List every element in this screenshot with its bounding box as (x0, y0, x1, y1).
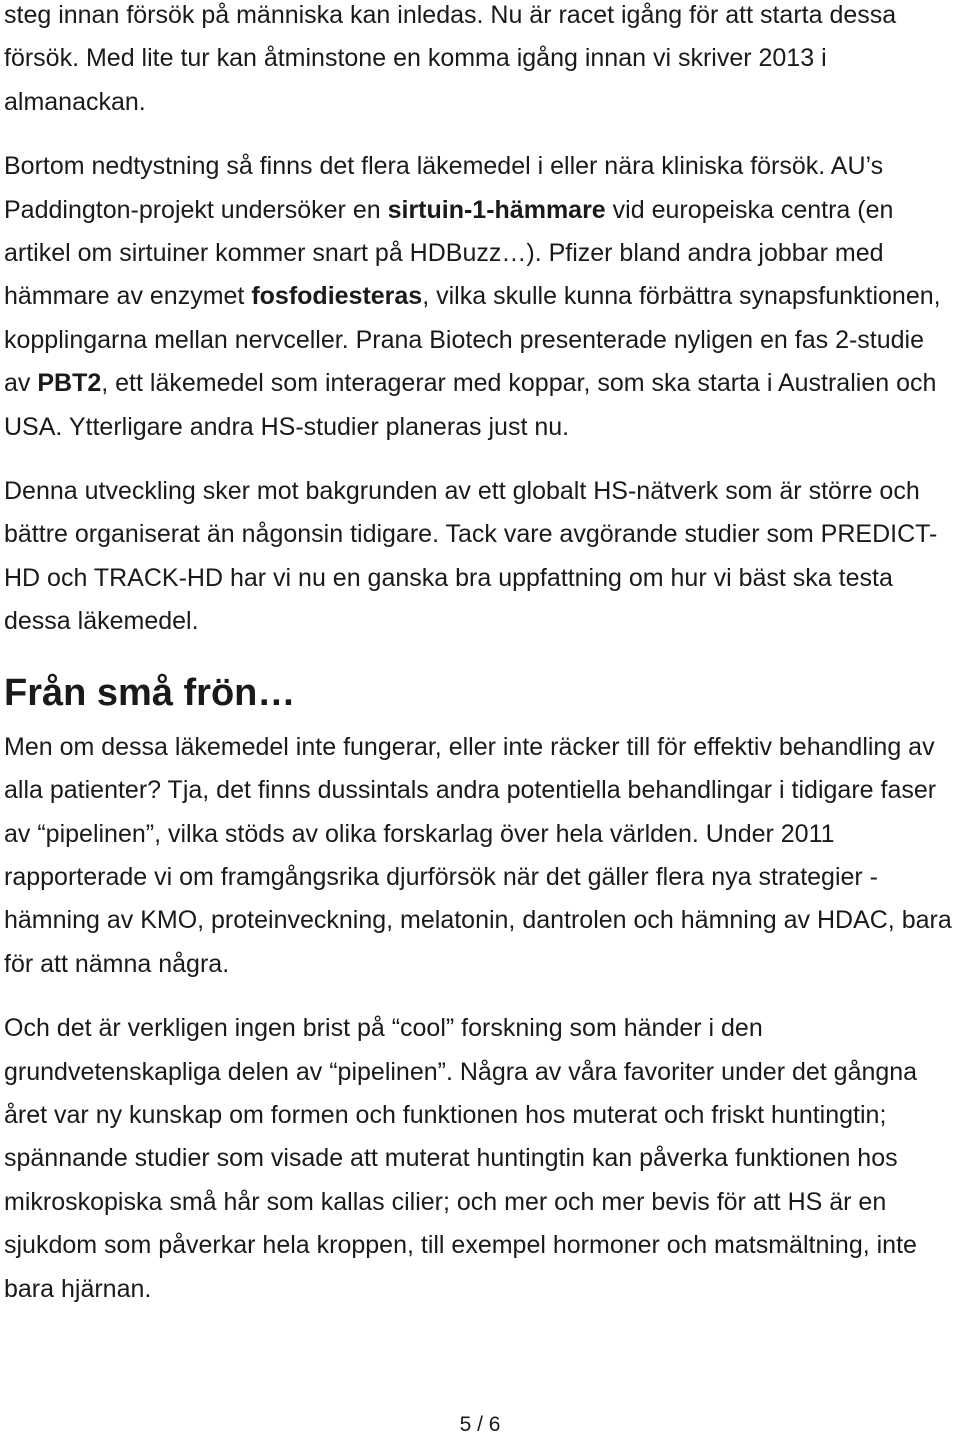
paragraph-network: Denna utveckling sker mot bakgrunden av ett globalt HS-nätverk som är större och bättre organiserat än någonsin tidigare. Tack vare avgörande studier som PREDICT-HD och TRACK-HD har vi nu en ganska bra uppfattning om hur vi bäst ska testa dessa läkemedel. (4, 477, 938, 636)
paragraph-text: vid europeiska centra (en artikel om sirtuiner kommer snart på HDBuzz…). Pfizer bland andra jobbar med hämmare av enzymet (4, 195, 894, 311)
paragraph-text: , vilka skulle kunna förbättra synapsfunktionen, kopplingarna mellan nervceller. Prana Biotech presenterade nyligen en fas 2-studie av (4, 282, 941, 398)
term-fosfodiesteras: fosfodiesteras (251, 282, 423, 311)
term-pbt2: PBT2 (37, 369, 102, 398)
paragraph-text: Bortom nedtystning så finns det flera läkemedel i eller nära kliniska försök. AU’s Paddington-projekt undersöker en (4, 152, 884, 224)
paragraph-text: , ett läkemedel som interagerar med koppar, som ska starta i Australien och USA. Ytterligare andra HS-studier planeras just nu. (4, 369, 937, 441)
paragraph-pipeline: Men om dessa läkemedel inte fungerar, eller inte räcker till för effektiv behandling av alla patienter? Tja, det finns dussintals andra potentiella behandlingar i tidigare faser av “pipelinen”, vilka stöds av olika forskarlag över hela världen. Under 2011 rapporterade vi om framgångsrika djurförsök när det gäller flera nya strategier - hämning av KMO, proteinveckning, melatonin, dantrolen och hämning av HDAC, bara för att nämna några. (4, 732, 952, 978)
paragraph-basic-research: Och det är verkligen ingen brist på “cool” forskning som händer i den grundvetenskapliga delen av “pipelinen”. Några av våra favoriter under det gångna året var ny kunskap om formen och funktionen hos muterat och friskt huntingtin; spännande studier som visade att muterat huntingtin kan påverka funktionen hos mikroskopiska små hår som kallas cilier; och mer och mer bevis för att HS är en sjukdom som påverkar hela kroppen, till exempel hormoner och matsmältning, inte bara hjärnan. (4, 1014, 918, 1303)
paragraph-drug-trials (4, 145, 956, 449)
paragraph-continuation: steg innan försök på människa kan inledas. Nu är racet igång för att starta dessa försök. Med lite tur kan åtminstone en komma igång innan vi skriver 2013 i almanackan. (4, 1, 897, 116)
page-number: 5 / 6 (459, 1413, 501, 1436)
section-heading: Från små frön… (4, 671, 296, 714)
document-page (4, 0, 956, 1311)
term-sirtuin: sirtuin-1-hämmare (387, 195, 606, 224)
